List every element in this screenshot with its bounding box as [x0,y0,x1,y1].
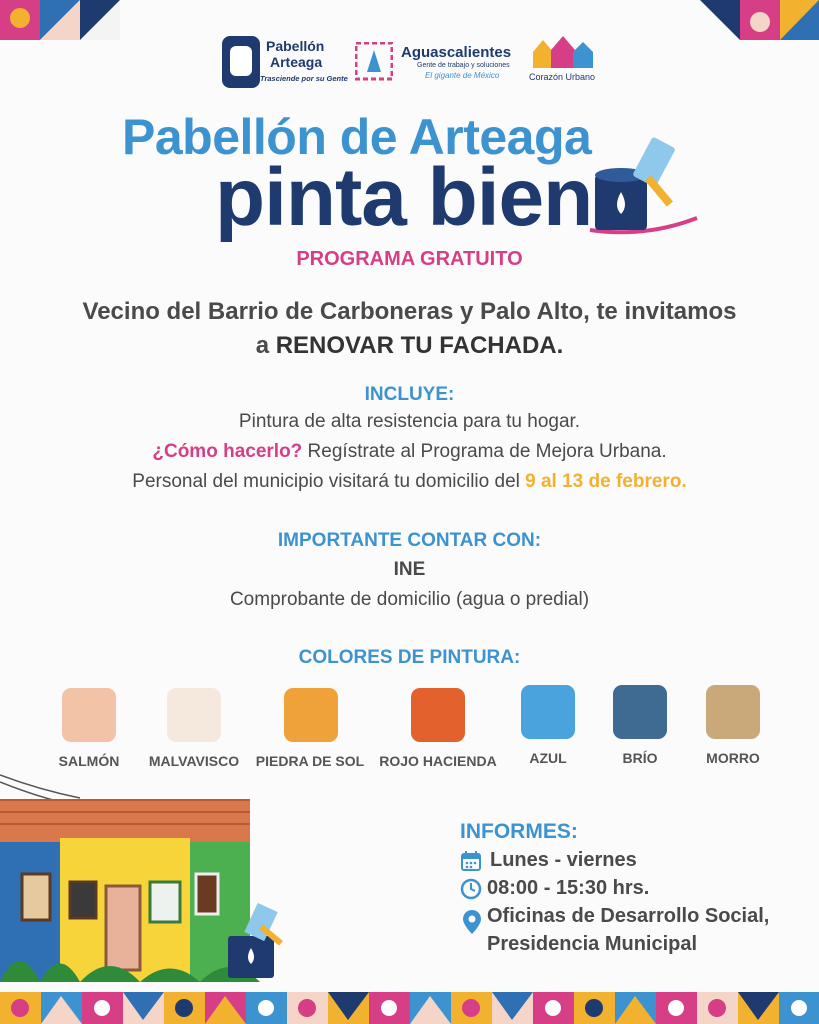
corazon-urbano-logo-name: Corazón Urbano [529,72,596,82]
important-item-ine: INE [393,559,426,580]
title-line2: pinta bien [215,152,593,243]
intro-line1: Vecino del Barrio de Carboneras y Palo Alto, te invitamos [82,298,737,325]
corazon-urbano-logo [527,36,599,90]
aguascalientes-logo-tagline1: Gente de trabajo y soluciones [417,62,510,69]
swatch-brio [613,685,667,739]
clock-icon [460,878,482,900]
paint-bucket-icon [585,130,700,240]
swatch-azul [521,685,575,739]
pabellon-logo-line2: Arteaga [270,54,323,70]
calendar-icon [460,850,482,872]
title-line1: Pabellón de Arteaga [122,109,592,165]
info-place-line1: Oficinas de Desarrollo Social, [487,905,770,927]
swatch-label-rojo-hacienda: ROJO HACIENDA [379,753,497,769]
info-heading: INFORMES: [460,820,578,843]
pabellon-logo-tagline: Trasciende por su Gente [260,74,348,83]
swatch-rojo-hacienda [411,688,465,742]
includes-line2-rest: Regístrate al Programa de Mejora Urbana. [302,441,667,462]
swatch-morro [706,685,760,739]
includes-line1: Pintura de alta resistencia para tu hogar. [238,411,581,432]
swatch-label-brio: BRÍO [622,750,658,766]
includes-dates: 9 al 13 de febrero. [525,471,687,492]
aguascalientes-logo-tagline2: El gigante de México [425,71,500,80]
includes-line2 [0,441,819,463]
swatch-label-morro: MORRO [706,750,760,766]
pabellon-logo-line1: Pabellón [266,38,325,54]
aguascalientes-logo [355,42,515,88]
swatch-label-piedra-de-sol: PIEDRA DE SOL [255,753,365,769]
subtitle: PROGRAMA GRATUITO [296,248,523,270]
intro-line2 [0,332,819,360]
swatch-label-salmon: SALMÓN [58,753,120,769]
includes-how-to: ¿Cómo hacerlo? [152,441,303,462]
swatch-salmon [62,688,116,742]
intro-line2-prefix: a [255,332,276,359]
top-right-pattern [700,0,819,40]
swatch-label-azul: AZUL [529,750,567,766]
aguascalientes-logo-name: Aguascalientes [401,44,512,61]
info-place-line2: Presidencia Municipal [487,933,698,955]
pabellon-logo [222,36,348,92]
important-item-proof: Comprobante de domicilio (agua o predial) [229,589,590,610]
houses-illustration [0,770,300,992]
intro-line2-emphasis: RENOVAR TU FACHADA. [275,332,564,359]
colors-heading: COLORES DE PINTURA: [298,647,521,668]
swatch-malvavisco [167,688,221,742]
info-days: Lunes - viernes [490,849,637,871]
bottom-pattern [0,992,819,1024]
swatch-label-malvavisco: MALVAVISCO [148,753,240,769]
location-pin-icon [462,908,482,936]
includes-line3-rest: Personal del municipio visitará tu domicilio del [132,471,526,492]
info-hours: 08:00 - 15:30 hrs. [487,877,650,899]
important-heading: IMPORTANTE CONTAR CON: [277,530,542,551]
top-left-pattern [0,0,120,40]
includes-line3 [0,471,819,493]
swatch-piedra-de-sol [284,688,338,742]
includes-heading: INCLUYE: [364,384,455,405]
